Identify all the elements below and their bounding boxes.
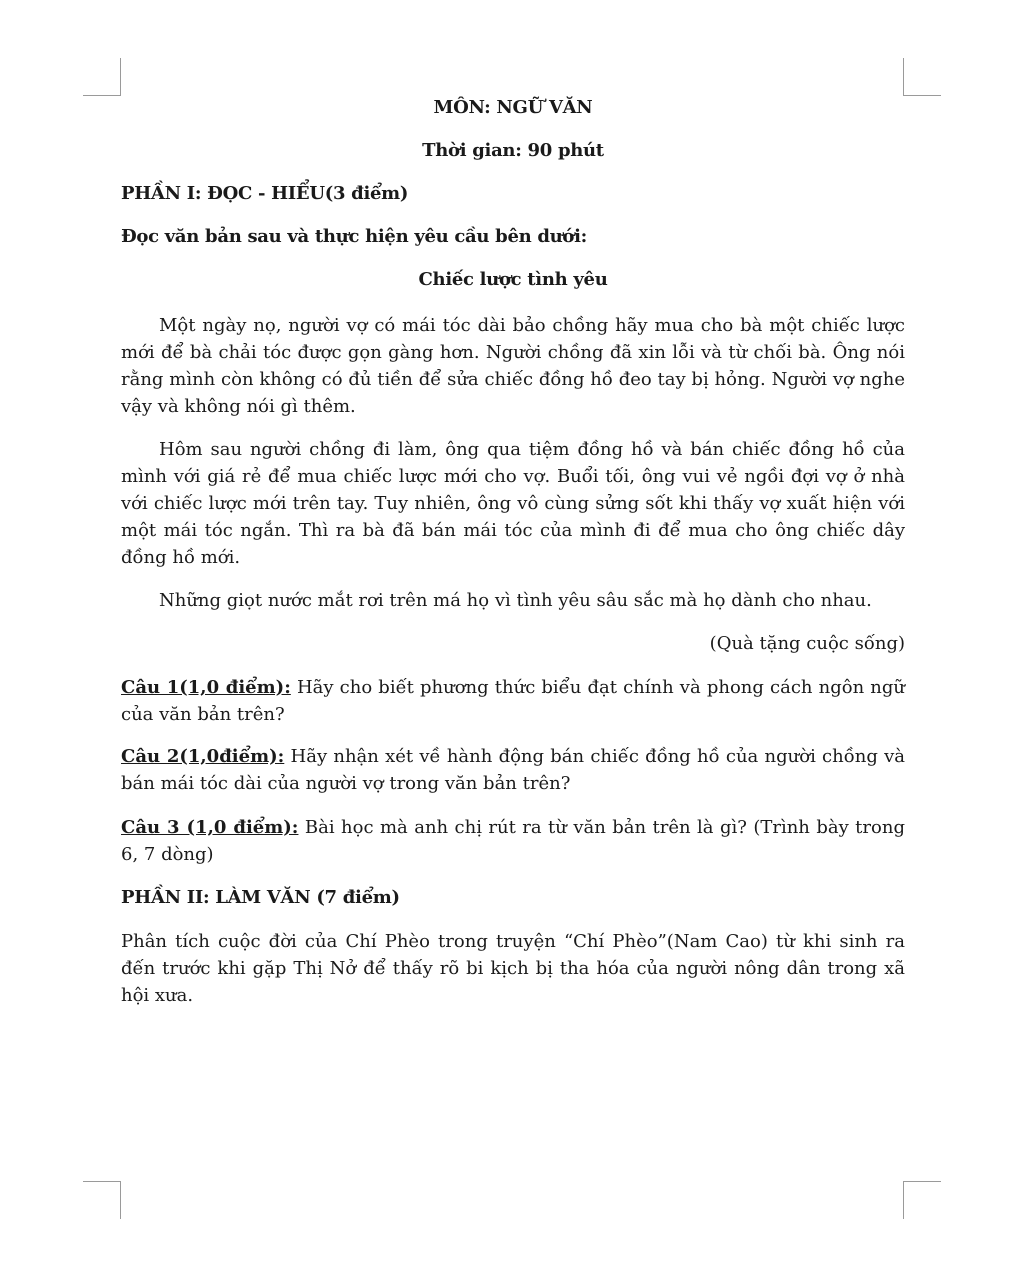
story-source: (Quà tặng cuộc sống) xyxy=(709,633,905,654)
time-heading: Thời gian: 90 phút xyxy=(422,140,604,161)
question-3-text: Bài học mà anh chị rút ra từ văn bản trên là gì? (Trình bày trong 6, 7 dòng) xyxy=(121,817,905,865)
part2-title: PHẦN II: LÀM VĂN (7 điểm) xyxy=(121,887,400,908)
story-paragraph-3: Những giọt nước mắt rơi trên má họ vì tình yêu sâu sắc mà họ dành cho nhau. xyxy=(159,590,872,611)
question-3-label: Câu 3 (1,0 điểm): xyxy=(121,817,299,838)
crop-mark-top-right xyxy=(903,58,941,96)
part1-title: PHẦN I: ĐỌC - HIỂU(3 điểm) xyxy=(121,183,409,204)
question-1-label: Câu 1(1,0 điểm): xyxy=(121,677,291,698)
question-3 xyxy=(121,814,905,868)
crop-mark-bottom-left xyxy=(83,1181,121,1219)
story-paragraph-1: Một ngày nọ, người vợ có mái tóc dài bảo chồng hãy mua cho bà một chiếc lược mới để bà chải tóc được gọn gàng hơn. Người chồng đã xin lỗi và từ chối bà. Ông nói rằng mình còn không có đủ tiền để sửa chiếc đồng hồ đeo tay bị hỏng. Người vợ nghe vậy và không nói gì thêm. xyxy=(121,315,905,417)
question-1 xyxy=(121,674,905,728)
crop-mark-top-left xyxy=(83,58,121,96)
question-2 xyxy=(121,743,905,797)
essay-prompt: Phân tích cuộc đời của Chí Phèo trong truyện “Chí Phèo”(Nam Cao) từ khi sinh ra đến trước khi gặp Thị Nở để thấy rõ bi kịch bị tha hóa của người nông dân trong xã hội xưa. xyxy=(121,931,905,1006)
reading-instruction: Đọc văn bản sau và thực hiện yêu cầu bên dưới: xyxy=(121,226,588,247)
subject-heading: MÔN: NGỮ VĂN xyxy=(433,97,593,118)
question-1-text: Hãy cho biết phương thức biểu đạt chính và phong cách ngôn ngữ của văn bản trên? xyxy=(121,677,905,725)
question-2-text: Hãy nhận xét về hành động bán chiếc đồng hồ của người chồng và bán mái tóc dài của người vợ trong văn bản trên? xyxy=(121,746,905,794)
story-paragraph-2: Hôm sau người chồng đi làm, ông qua tiệm đồng hồ và bán chiếc đồng hồ của mình với giá rẻ để mua chiếc lược mới cho vợ. Buổi tối, ông vui vẻ ngồi đợi vợ ở nhà với chiếc lược mới trên tay. Tuy nhiên, ông vô cùng sửng sốt khi thấy vợ xuất hiện với một mái tóc ngắn. Thì ra bà đã bán mái tóc của mình đi để mua cho ông chiếc dây đồng hồ mới. xyxy=(121,439,905,568)
story-title: Chiếc lược tình yêu xyxy=(418,269,608,290)
question-2-label: Câu 2(1,0điểm): xyxy=(121,746,285,767)
crop-mark-bottom-right xyxy=(903,1181,941,1219)
